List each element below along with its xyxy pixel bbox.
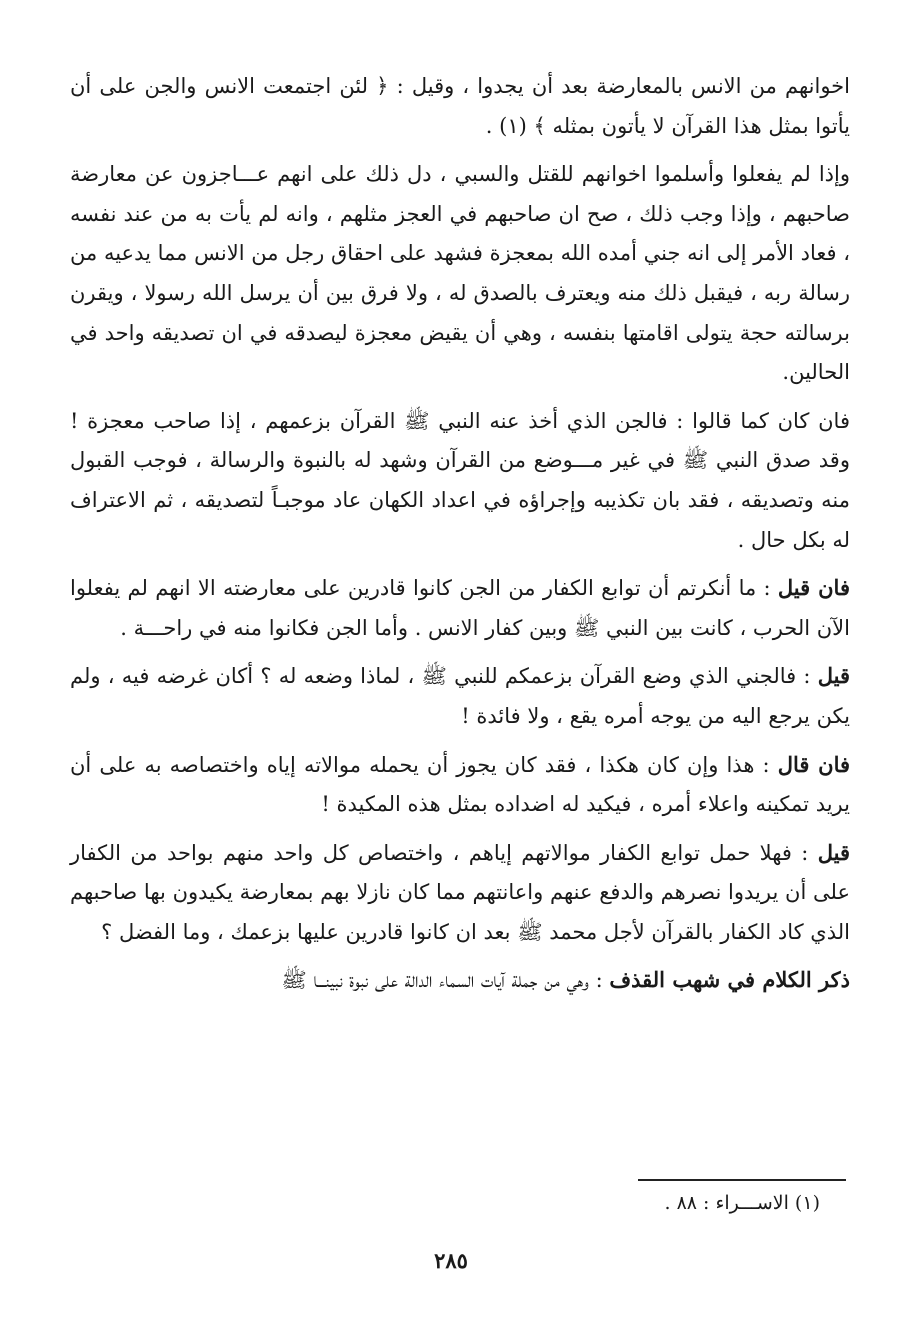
paragraph-7 <box>70 833 850 953</box>
paragraph-text: : ما أنكرتم أن توابع الكفار من الجن كانوا قادرين على معارضته الا انهم لم يفعلوا الآن الحرب ، كانت بين النبي ﷺ وبين كفار الانس . وأما الجن فكانوا منه في راحـــة . <box>70 576 850 640</box>
paragraph-6 <box>70 745 850 825</box>
paragraph-2 <box>70 154 850 393</box>
paragraph-text: : فهلا حمل توابع الكفار موالاتهم إياهم ، واختصاص كل واحد منهم بواحد من الكفار على أن يريدوا نصرهم والدفع عنهم واعانتهم مما كان نازلا بهم بمعارضة يكيدون بها صاحبهم الذي كاد الكفار بالقرآن لأجل محمد ﷺ بعد ان كانوا قادرين عليها بزعمك ، وما الفضل ؟ <box>70 840 850 944</box>
paragraph-lead: فان قيل <box>777 575 850 601</box>
paragraph-text: : وهي من جملة آيات السماء الدالة على نبوة نبينـــا ﷺ <box>281 968 610 993</box>
section-heading-paragraph <box>70 960 850 1001</box>
paragraph-text: فان كان كما قالوا : فالجن الذي أخذ عنه النبي ﷺ القرآن بزعمهم ، إذا صاحب معجزة ! وقد صدق النبي ﷺ في غير مـــوضع من القرآن وشهد له بالنبوة والرسالة ، فوجب القبول منه وتصديقه ، فقد بان تكذيبه وإجراؤه في اعداد الكهان عاد موجبـاً لتصديقه ، ثم الاعتراف له بكل حال . <box>70 408 850 552</box>
paragraph-lead: فان قال <box>777 751 851 777</box>
footnote-divider <box>638 1179 846 1181</box>
paragraph-3 <box>70 401 850 560</box>
paragraph-text: : فالجني الذي وضع القرآن بزعمكم للنبي ﷺ ، لماذا وضعه له ؟ أكان غرضه فيه ، ولم يكن يرجع اليه من يوجه أمره يقع ، ولا فائدة ! <box>70 664 850 728</box>
paragraph-lead: قيل <box>817 663 850 689</box>
page-number: ٢٨٥ <box>434 1248 468 1273</box>
paragraph-text: وإذا لم يفعلوا وأسلموا اخوانهم للقتل والسبي ، دل ذلك على انهم عـــاجزون عن معارضة صاحبهم ، وإذا وجب ذلك ، صح ان صاحبهم في العجز مثلهم ، وانه لم يأت به من عند نفسه ، فعاد الأمر إلى انه جني أمده الله بمعجزة فشهد على احقاق رجل من الانس مما يدعيه من رسالة ربه ، فيقبل ذلك منه ويعترف بالصدق له ، ولا فرق بين أن يرسل الله رسولا ، ويقرن برسالته حجة يتولى اقامتها بنفسه ، وهي أن يقيض معجزة ليصدقه في ان تصديقه واحد في الحالين. <box>70 162 850 385</box>
paragraph-text: : هذا وإن كان هكذا ، فقد كان يجوز أن يحمله موالاته إياه واختصاصه به على أن يريد تمكينه واعلاء أمره ، فيكيد له اضداده بمثل هذه المكيدة ! <box>70 752 850 817</box>
paragraph-text: اخوانهم من الانس بالمعارضة بعد أن يجدوا ، وقيل : ﴿ لئن اجتمعت الانس والجن على أن يأتوا بمثل هذا القرآن لا يأتون بمثله ﴾ (١) . <box>70 74 850 138</box>
paragraph-5 <box>70 656 850 736</box>
section-heading: ذكر الكلام في شهب القذف <box>609 967 850 993</box>
paragraph-1 <box>70 66 850 146</box>
paragraph-lead: قيل <box>817 839 850 865</box>
paragraph-4 <box>70 568 850 648</box>
footnote: (١) الاســـراء : ٨٨ . <box>664 1192 820 1214</box>
